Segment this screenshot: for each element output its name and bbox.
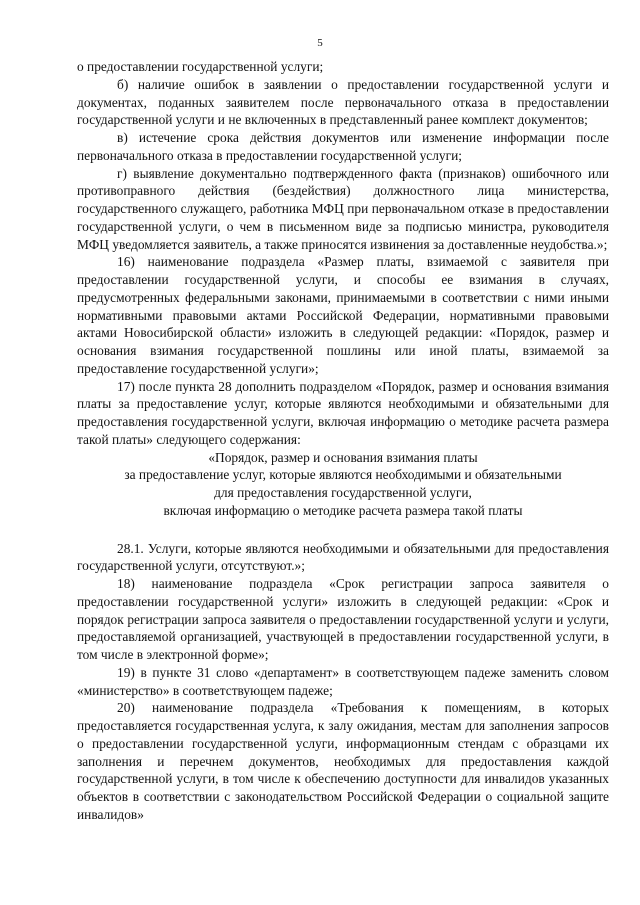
- heading-line: для предоставления государственной услуги,: [214, 485, 472, 500]
- heading-line: включая информацию о методике расчета размера такой платы: [163, 502, 523, 518]
- paragraph: г) выявление документально подтвержденного факта (признаков) ошибочного или противоправного действия (бездействия) должностного лица министерства, государственного служащего, работника МФЦ при первоначальном отказе в предоставлении государственной услуги, о чем в письменном виде за подписью министра, руководителя МФЦ уведомляется заявитель, а также приносятся извинения за доставленные неудобства.»;: [77, 165, 609, 252]
- paragraph: 20) наименование подраздела «Требования к помещениям, в которых предоставляется государственная услуга, к залу ожидания, местам для заполнения запросов о предоставлении государственной услуги, информационным стендам с образцами их заполнения и перечнем документов, необходимых для предоставления каждой государственной услуги, в том числе к обеспечению доступности для инвалидов указанных объектов в соответствии с законодательством Российской Федерации о социальной защите инвалидов»: [77, 700, 609, 822]
- heading-line: «Порядок, размер и основания взимания платы: [208, 449, 478, 465]
- paragraph: 19) в пункте 31 слово «департамент» в соответствующем падеже заменить словом «министерство» в соответствующем падеже;: [77, 664, 609, 698]
- heading-line: за предоставление услуг, которые являются необходимыми и обязательными: [124, 467, 562, 483]
- heading-spacer: [77, 520, 609, 540]
- page-number: 5: [317, 37, 323, 49]
- paragraphs-top: [77, 58, 609, 449]
- subsection-heading: [77, 449, 609, 520]
- paragraph: 16) наименование подраздела «Размер платы, взимаемой с заявителя при предоставлении государственной услуги, и способы ее взимания в случаях, предусмотренных федеральными законами, принимаемыми в соответствии с ними иными нормативными правовыми актами Российской Федерации, нормативными правовыми актами Новосибирской области» изложить в следующей редакции: «Порядок, размер и основания взимания государственной пошлины или иной платы, взимаемой за предоставление государственной услуги»;: [77, 254, 609, 376]
- paragraph: 17) после пункта 28 дополнить подразделом «Порядок, размер и основания взимания платы за предоставление услуг, которые являются необходимыми и обязательными для предоставления государственной услуги, включая информацию о методике расчета размера такой платы» следующего содержания:: [77, 378, 609, 447]
- paragraph: 18) наименование подраздела «Срок регистрации запроса заявителя о предоставлении государственной услуги» изложить в следующей редакции: «Срок и порядок регистрации запроса заявителя о предоставлении государственной услуги и услуги, предоставляемой организацией, участвующей в предоставлении государственной услуги, в том числе в электронной форме»;: [77, 576, 609, 662]
- paragraph: б) наличие ошибок в заявлении о предоставлении государственной услуги и документах, поданных заявителем после первоначального отказа в предоставлении государственной услуги и не включенных в представленный ранее комплект документов;: [77, 76, 609, 128]
- paragraph: о предоставлении государственной услуги;: [77, 59, 324, 74]
- paragraph: в) истечение срока действия документов или изменение информации после первоначального отказа в предоставлении государственной услуги;: [77, 130, 609, 163]
- paragraph: 28.1. Услуги, которые являются необходимыми и обязательными для предоставления государственной услуги, отсутствуют.»;: [77, 540, 609, 574]
- paragraphs-bottom: [77, 540, 609, 824]
- document-body: [77, 58, 609, 824]
